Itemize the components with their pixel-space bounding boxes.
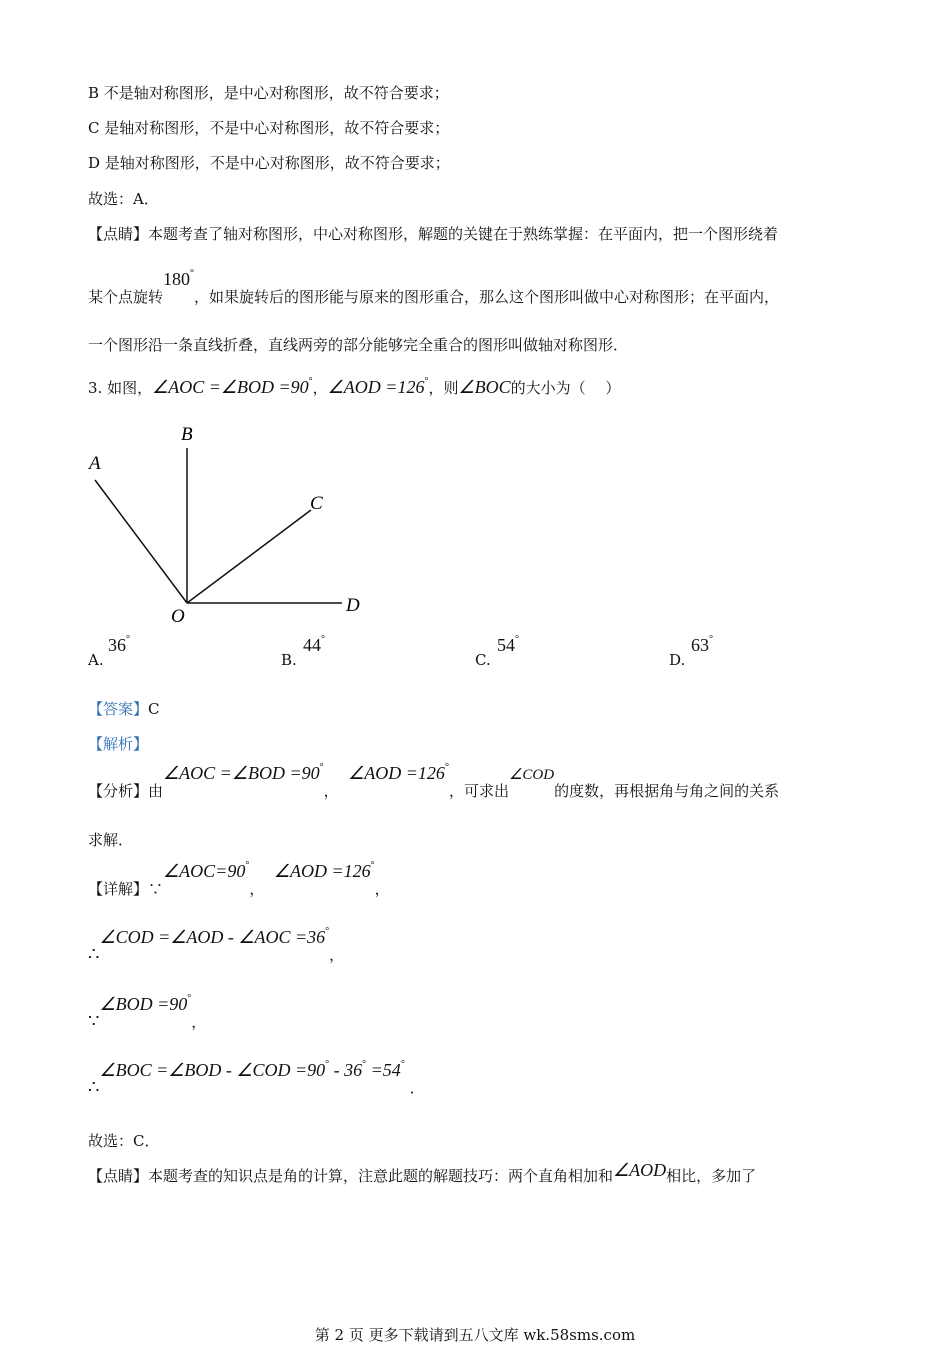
page-footer: 第 2 页 更多下载请到五八文库 wk.58sms.com	[314, 1326, 636, 1344]
fenxi-line1: 【分析】由∠AOC =∠BOD =90°， ∠AOD =126°，可求出∠COD的度数，再根据角与角之间的关系	[88, 762, 780, 800]
rotation-angle: 180°	[163, 268, 195, 289]
step-2: ∵∠BOD =90°，	[88, 993, 207, 1032]
final-choice: 故选：C．	[88, 1132, 160, 1150]
previous-dianjing-line1: 【点睛】本题考查了轴对称图形，中心对称图形，解题的关键在于熟练掌握：在平面内，把一个图形绕着	[88, 225, 779, 243]
dianjing-math: ∠AOD	[613, 1160, 667, 1180]
label-a: A	[89, 453, 101, 474]
question-condition-2: ∠AOD =126°	[327, 376, 429, 397]
dianjing-line: 【点睛】本题考查的知识点是角的计算，注意此题的解题技巧：两个直角相加和∠AOD相比，多加了	[88, 1160, 757, 1185]
fenxi-math-2: ∠AOD =126°	[348, 762, 449, 783]
previous-dianjing-line3: 一个图形沿一条直线折叠，直线两旁的部分能够完全重合的图形叫做轴对称图形．	[88, 336, 629, 354]
previous-choice: 故选：A．	[88, 190, 159, 208]
question-target-angle: ∠BOC	[458, 377, 511, 397]
step-1: ∴∠COD =∠AOD - ∠AOC =36°，	[88, 926, 345, 965]
answer-tag: 【答案】	[88, 700, 149, 718]
label-b: B	[181, 424, 193, 445]
xiangjie-math-1: ∠AOC=90°	[163, 860, 250, 881]
fenxi-math-1: ∠AOC =∠BOD =90°	[163, 762, 324, 783]
fenxi-math-3: ∠COD	[508, 767, 555, 783]
label-d: D	[346, 595, 360, 616]
xiangjie-math-2: ∠AOD =126°	[273, 860, 375, 881]
ray-oa	[95, 480, 187, 603]
answer-line	[88, 698, 160, 719]
jiexi-tag: 【解析】	[88, 735, 149, 753]
step-3: ∴∠BOC =∠BOD - ∠COD =90° - 36° =54° ．	[88, 1059, 425, 1098]
option-c-explanation: C 是轴对称图形，不是中心对称图形，故不符合要求；	[88, 119, 450, 137]
angle-figure	[80, 420, 380, 630]
previous-dianjing-line2: 某个点旋转180°，如果旋转后的图形能与原来的图形重合，那么这个图形叫做中心对称图形；在平面内，	[88, 268, 780, 306]
dianjing-tag: 【点睛】	[88, 225, 149, 243]
ray-oc	[187, 510, 311, 603]
label-o: O	[171, 606, 185, 627]
question-condition-1: ∠AOC =∠BOD =90°	[152, 376, 313, 397]
answer-value: C	[148, 700, 160, 718]
question-3: 3. 如图，∠AOC =∠BOD =90°，∠AOD =126°，则∠BOC的大小为（ ）	[88, 376, 621, 397]
option-d-explanation: D 是轴对称图形，不是中心对称图形，故不符合要求；	[88, 154, 450, 172]
label-c: C	[310, 493, 323, 514]
option-b-explanation: B 不是轴对称图形，是中心对称图形，故不符合要求；	[88, 84, 449, 102]
xiangjie-line: 【详解】∵∠AOC=90°， ∠AOD =126°，	[88, 860, 390, 898]
fenxi-line2: 求解．	[88, 831, 134, 849]
